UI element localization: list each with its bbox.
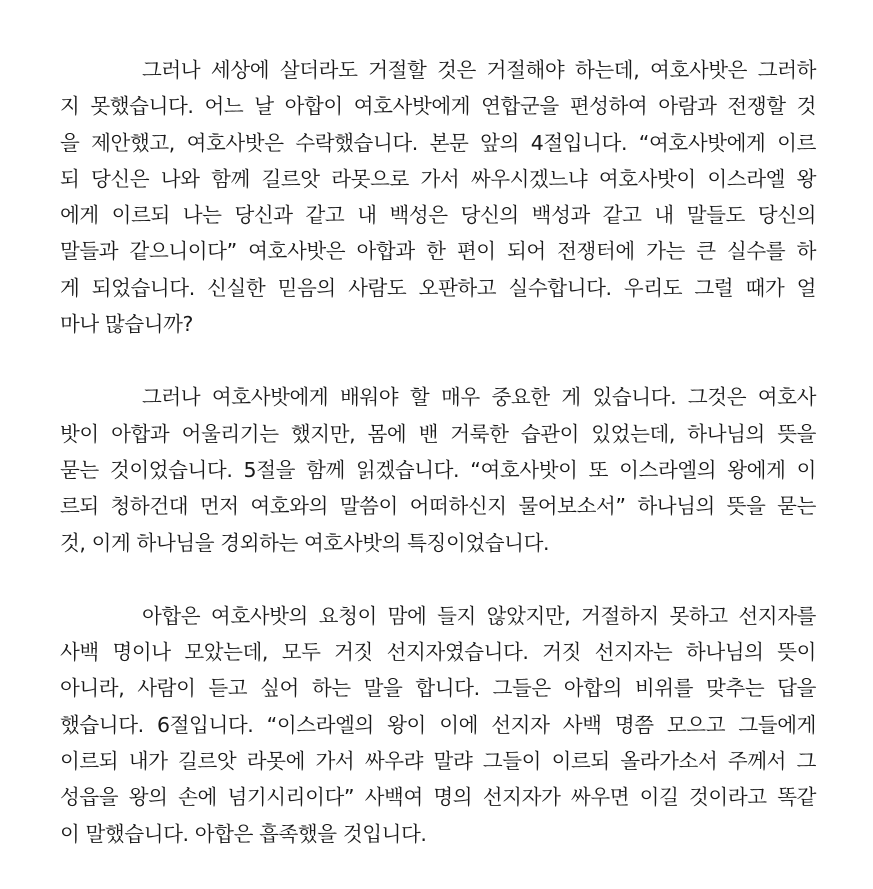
text-line: 에게 이르되 나는 당신과 같고 내 백성은 당신의 백성과 같고 내 말들도 당신의 (60, 203, 816, 228)
text-line: 되 당신은 나와 함께 길르앗 라못으로 가서 싸우시겠느냐 여호사밧이 이스라엘 왕 (60, 166, 816, 191)
text-line: 그러나 여호사밧에게 배워야 할 매우 중요한 게 있습니다. 그것은 여호사 (142, 385, 816, 410)
paragraph-3 (60, 598, 816, 852)
text-line: 이 말했습니다. 아합은 흡족했을 것입니다. (60, 821, 427, 846)
text-line: 마나 많습니까? (60, 312, 194, 337)
text-line: 묻는 것이었습니다. 5절을 함께 읽겠습니다. “여호사밧이 또 이스라엘의 왕에게 이 (60, 457, 816, 482)
text-line: 아합은 여호사밧의 요청이 맘에 들지 않았지만, 거절하지 못하고 선지자를 (142, 603, 816, 628)
text-line: 성읍을 왕의 손에 넘기시리이다” 사백여 명의 선지자가 싸우면 이길 것이라고 똑같 (60, 785, 816, 810)
text-line: 밧이 아합과 어울리기는 했지만, 몸에 밴 거룩한 습관이 있었는데, 하나님의 뜻을 (60, 421, 816, 446)
text-line: 것, 이게 하나님을 경외하는 여호사밧의 특징이었습니다. (60, 530, 550, 555)
text-line: 아니라, 사람이 듣고 싶어 하는 말을 합니다. 그들은 아합의 비위를 맞추는 답을 (60, 676, 816, 701)
text-line: 말들과 같으니이다” 여호사밧은 아합과 한 편이 되어 전쟁터에 가는 큰 실수를 하 (60, 239, 816, 264)
text-line: 지 못했습니다. 어느 날 아합이 여호사밧에게 연합군을 편성하여 아람과 전쟁할 것 (60, 94, 816, 119)
text-line: 했습니다. 6절입니다. “이스라엘의 왕이 이에 선지자 사백 명쯤 모으고 그들에게 (60, 712, 816, 737)
paragraph-1 (60, 52, 816, 342)
text-line: 르되 청하건대 먼저 여호와의 말씀이 어떠하신지 물어보소서” 하나님의 뜻을 묻는 (60, 494, 816, 519)
text-line: 이르되 내가 길르앗 라못에 가서 싸우랴 말랴 그들이 이르되 올라가소서 주께서 그 (60, 749, 816, 774)
text-line: 게 되었습니다. 신실한 믿음의 사람도 오판하고 실수합니다. 우리도 그럴 때가 얼 (60, 275, 816, 300)
paragraph-2 (60, 379, 816, 560)
text-line: 사백 명이나 모았는데, 모두 거짓 선지자였습니다. 거짓 선지자는 하나님의 뜻이 (60, 640, 816, 665)
document-body (60, 52, 816, 889)
text-line: 그러나 세상에 살더라도 거절할 것은 거절해야 하는데, 여호사밧은 그러하 (142, 58, 816, 82)
text-line: 을 제안했고, 여호사밧은 수락했습니다. 본문 앞의 4절입니다. “여호사밧에게 이르 (60, 130, 816, 155)
